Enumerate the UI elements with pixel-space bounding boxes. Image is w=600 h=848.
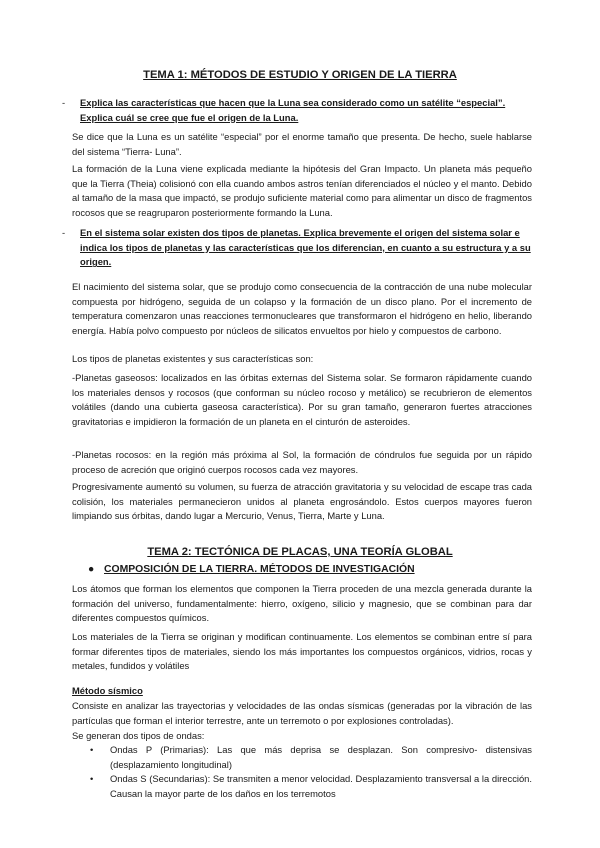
list-item <box>72 772 532 801</box>
paragraph: Se generan dos tipos de ondas: <box>72 730 205 741</box>
paragraph: La formación de la Luna viene explicada mediante la hipótesis del Gran Impacto. Un planeta más pequeño que la Tierra (Theia) colisionó con ella cuando ambos astros tenían diferenciados el núcleo y el manto. Debido al tamaño de la masa que impactó, se produjo suficiente material como para alimentar un disco de fragmentos rocosos que se reagruparon posteriormente formando la Luna. <box>72 163 532 218</box>
section-heading-text: COMPOSICIÓN DE LA TIERRA. MÉTODOS DE INVESTIGACIÓN <box>104 564 415 575</box>
paragraph: Los materiales de la Tierra se originan y modifican continuamente. Los elementos se combinan entre sí para formar diferentes tipos de materiales, siendo los más importantes los compuestos orgánicos, vidrios, rocas y metales, fundidos y volátiles <box>72 631 532 672</box>
question-2 <box>62 226 532 270</box>
paragraph: Se dice que la Luna es un satélite “especial” por el enorme tamaño que presenta. De hecho, suele hablarse del sistema “Tierra- Luna”. <box>72 131 532 157</box>
paragraph: -Planetas gaseosos: localizados en las órbitas externas del Sistema solar. Se formaron rápidamente cuando los materiales densos y rocosos (que conforman su núcleo rocoso y metálico) se recubrieron de elementos volátiles (dando una cubierta gaseosa característica). Por su gran tamaño, generaron fuertes atracciones gravitatorias e impidieron la formación de un planeta en el cinturón de asteroides. <box>72 372 532 427</box>
tema1-title: TEMA 1: MÉTODOS DE ESTUDIO Y ORIGEN DE LA TIERRA <box>143 69 457 81</box>
wave-types-list <box>72 743 532 801</box>
list-item-text: Ondas P (Primarias): Las que más deprisa se desplazan. Son compresivo- distensivas (desplazamiento longitudinal) <box>110 744 532 770</box>
list-item-text: Ondas S (Secundarias): Se transmiten a menor velocidad. Desplazamiento transversal a la dirección. Causan la mayor parte de los daños en los terremotos <box>110 773 532 799</box>
bullet-icon: ● <box>88 564 95 575</box>
dash-marker: - <box>62 227 66 238</box>
question-1 <box>62 96 532 125</box>
bullet-icon: • <box>90 773 94 785</box>
question-1-text: Explica las características que hacen que la Luna sea considerado como un satélite “especial”. Explica cuál se cree que fue el origen de la Luna. <box>80 97 506 123</box>
question-2-text: En el sistema solar existen dos tipos de planetas. Explica brevemente el origen del sistema solar e indica los tipos de planetas y las características que los diferencian, en cuanto a su estructura y a su origen. <box>80 227 531 268</box>
tema2-title: TEMA 2: TECTÓNICA DE PLACAS, UNA TEORÍA GLOBAL <box>147 546 453 558</box>
subsection-heading: Método sísmico <box>72 685 143 696</box>
paragraph: Los tipos de planetas existentes y sus características son: <box>72 353 314 364</box>
section-heading <box>88 563 415 578</box>
paragraph: El nacimiento del sistema solar, que se produjo como consecuencia de la contracción de una nube molecular compuesta por hidrógeno, seguida de un colapso y la formación de un disco plano. Por el incremento de temperatura comenzaron unas reacciones termonucleares que transformaron el hidrógeno en helio, liberando energía. Había polvo compuesto por núcleos de silicatos envueltos por hielo y compuestos de carbono. <box>72 281 532 336</box>
paragraph: Progresivamente aumentó su volumen, su fuerza de atracción gravitatoria y su velocidad de escape tras cada colisión, los materiales permanecieron unidos al planeta engrosándolo. Estos cuerpos mayores fueron limpiando sus órbitas, dando lugar a Mercurio, Venus, Tierra, Marte y Luna. <box>72 481 532 522</box>
paragraph: Los átomos que forman los elementos que componen la Tierra proceden de una mezcla generada durante la formación del universo, fundamentalmente: hierro, oxígeno, silicio y magnesio, que se combinan para dar diferentes compuestos químicos. <box>72 583 532 624</box>
bullet-icon: • <box>90 744 94 755</box>
paragraph: -Planetas rocosos: en la región más próxima al Sol, la formación de cóndrulos fue seguida por un rápido proceso de acreción que originó cuerpos rocosos cada vez mayores. <box>72 449 532 475</box>
dash-marker: - <box>62 97 66 108</box>
list-item <box>72 743 532 772</box>
paragraph: Consiste en analizar las trayectorias y velocidades de las ondas sísmicas (generadas por la vibración de las partículas que forman el interior terrestre, ante un terremoto o por explosiones controladas). <box>72 700 532 726</box>
